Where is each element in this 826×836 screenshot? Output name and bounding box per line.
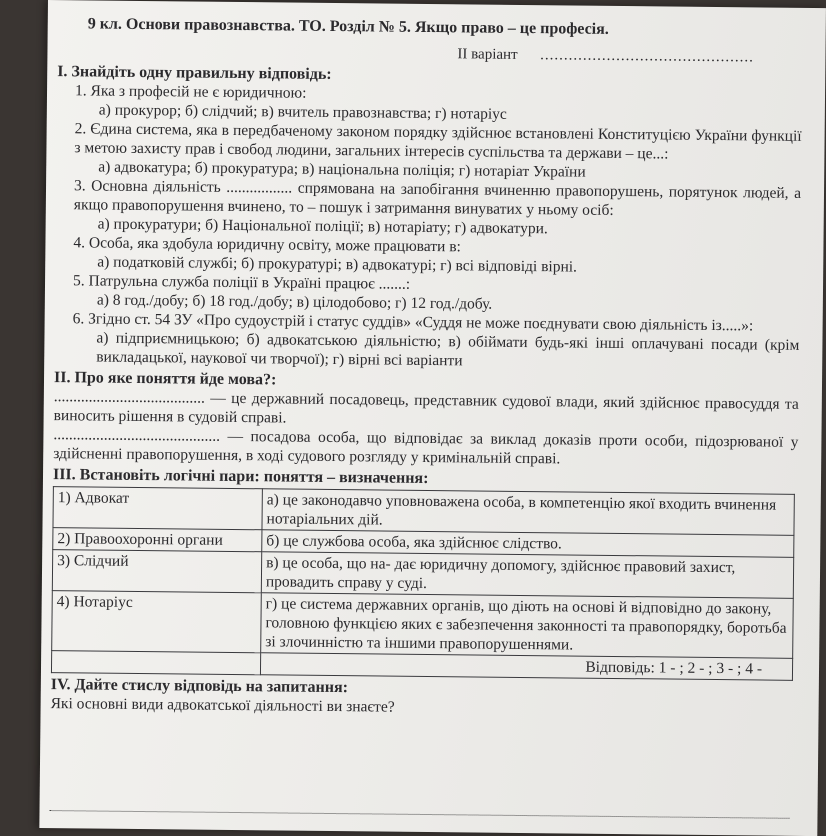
question-1: 1. Яка з професій не є юридичною: — [74, 82, 307, 102]
question-6-options: а) підприємницькою; б) адвокатською діяльністю; в) обіймати будь-які інші оплачувані посади (крім викладацької, наукової чи творчої); г) вірні всі варіанти — [96, 329, 800, 370]
variant-line — [457, 45, 802, 68]
concept-cell: 2) Правоохоронні органи — [53, 528, 262, 552]
question-3: 3. Основна діяльність ................. спрямована на запобігання вчиненню правопорушень, порятунок людей, а якщо правопорушення вчинено, то – пошук і затримання винуватих у ньому осіб: — [73, 177, 802, 219]
question-5: 5. Патрульна служба поліції в Україні працює .......: — [72, 272, 411, 293]
definition-cell: в) це особа, що на- дає юридичну допомогу, здійснює правовий захист, провадить справу у суді. — [261, 552, 793, 599]
worksheet-paper — [39, 0, 826, 836]
question-3-options: а) прокуратури; б) Національної поліції; в) нотаріату; г) адвокатури. — [97, 215, 548, 238]
table-row — [52, 591, 794, 659]
answer-write-line — [50, 810, 790, 819]
question-2-options: а) адвокатура; б) прокуратура; в) національна поліція; г) нотаріат України — [98, 158, 586, 181]
page-title: 9 кл. Основи правознавства. ТО. Розділ № 5. Якщо право – це професія. — [87, 15, 609, 38]
question-5-options: а) 8 год./добу; б) 18 год./добу; в) цілодобово; г) 12 год./добу. — [96, 291, 493, 313]
question-4-options: а) податковій службі; б) прокуратурі; в) адвокатурі; г) всі відповіді вірні. — [97, 253, 578, 276]
pairs-table — [51, 486, 795, 681]
question-6: 6. Згідно ст. 54 ЗУ «Про судоустрій і статус суддів» «Суддя не може поєднувати свою діяльність із.....»: — [72, 310, 754, 335]
section-2-heading: ІІ. Про яке поняття йде мова?: — [53, 369, 277, 389]
question-4: 4. Особа, яка здобула юридичну освіту, може працювати в: — [73, 234, 461, 256]
definition-2: ........................................... — посадова особа, що відповідає за виклад доказів проти особи, підозрюваної у здійсненні правопорушення, в ході судового розгляду у кримінальній справі. — [53, 426, 799, 468]
worksheet-content — [51, 6, 803, 721]
section-4-heading: IV. Дайте стислу відповідь на запитання: — [50, 676, 349, 697]
definition-1: ....................................... — це державний посадовець, представник судової влади, який здійснює правосуддя та виносить рішення в судовій справі. — [53, 388, 799, 427]
variant-label: ІІ варіант — [457, 46, 518, 63]
section-4-question: Які основні види адвокатської діяльності ви знаєте? — [50, 695, 395, 716]
concept-cell: 4) Нотаріус — [52, 591, 262, 653]
definition-cell: б) це службова особа, яка здійснює слідство. — [262, 530, 794, 558]
empty-cell — [51, 651, 260, 675]
concept-cell: 3) Слідчий — [52, 550, 261, 593]
concept-cell: 1) Адвокат — [53, 487, 262, 530]
answer-cell: Відповідь: 1 - ; 2 - ; 3 - ; 4 - — [260, 653, 792, 681]
question-1-options: а) прокурор; б) слідчий; в) вчитель правознавства; г) нотаріус — [98, 101, 507, 123]
variant-blank: ............................................. — [540, 47, 754, 66]
definition-cell: а) це законодавчо уповноважена особа, в компетенцію якої входить вчинення нотаріальних дій. — [262, 489, 794, 536]
definition-cell: г) це система державних органів, що діють на основі й відповідно до закону, головною функцією яких є забезпечення законності та правопорядку, боротьба зі злочинністю та іншими правопорушеннями. — [261, 593, 794, 659]
question-2: 2. Єдина система, яка в передбаченому законом порядку здійснює встановлені Конституцією України функції з метою захисту прав і свобод людини, загальних інтересів суспільства та держави – це...: — [74, 120, 802, 163]
section-3-heading: ІІІ. Встановіть логічні пари: поняття – визначення: — [52, 466, 429, 488]
section-1-heading: І. Знайдіть одну правильну відповідь: — [57, 63, 332, 83]
